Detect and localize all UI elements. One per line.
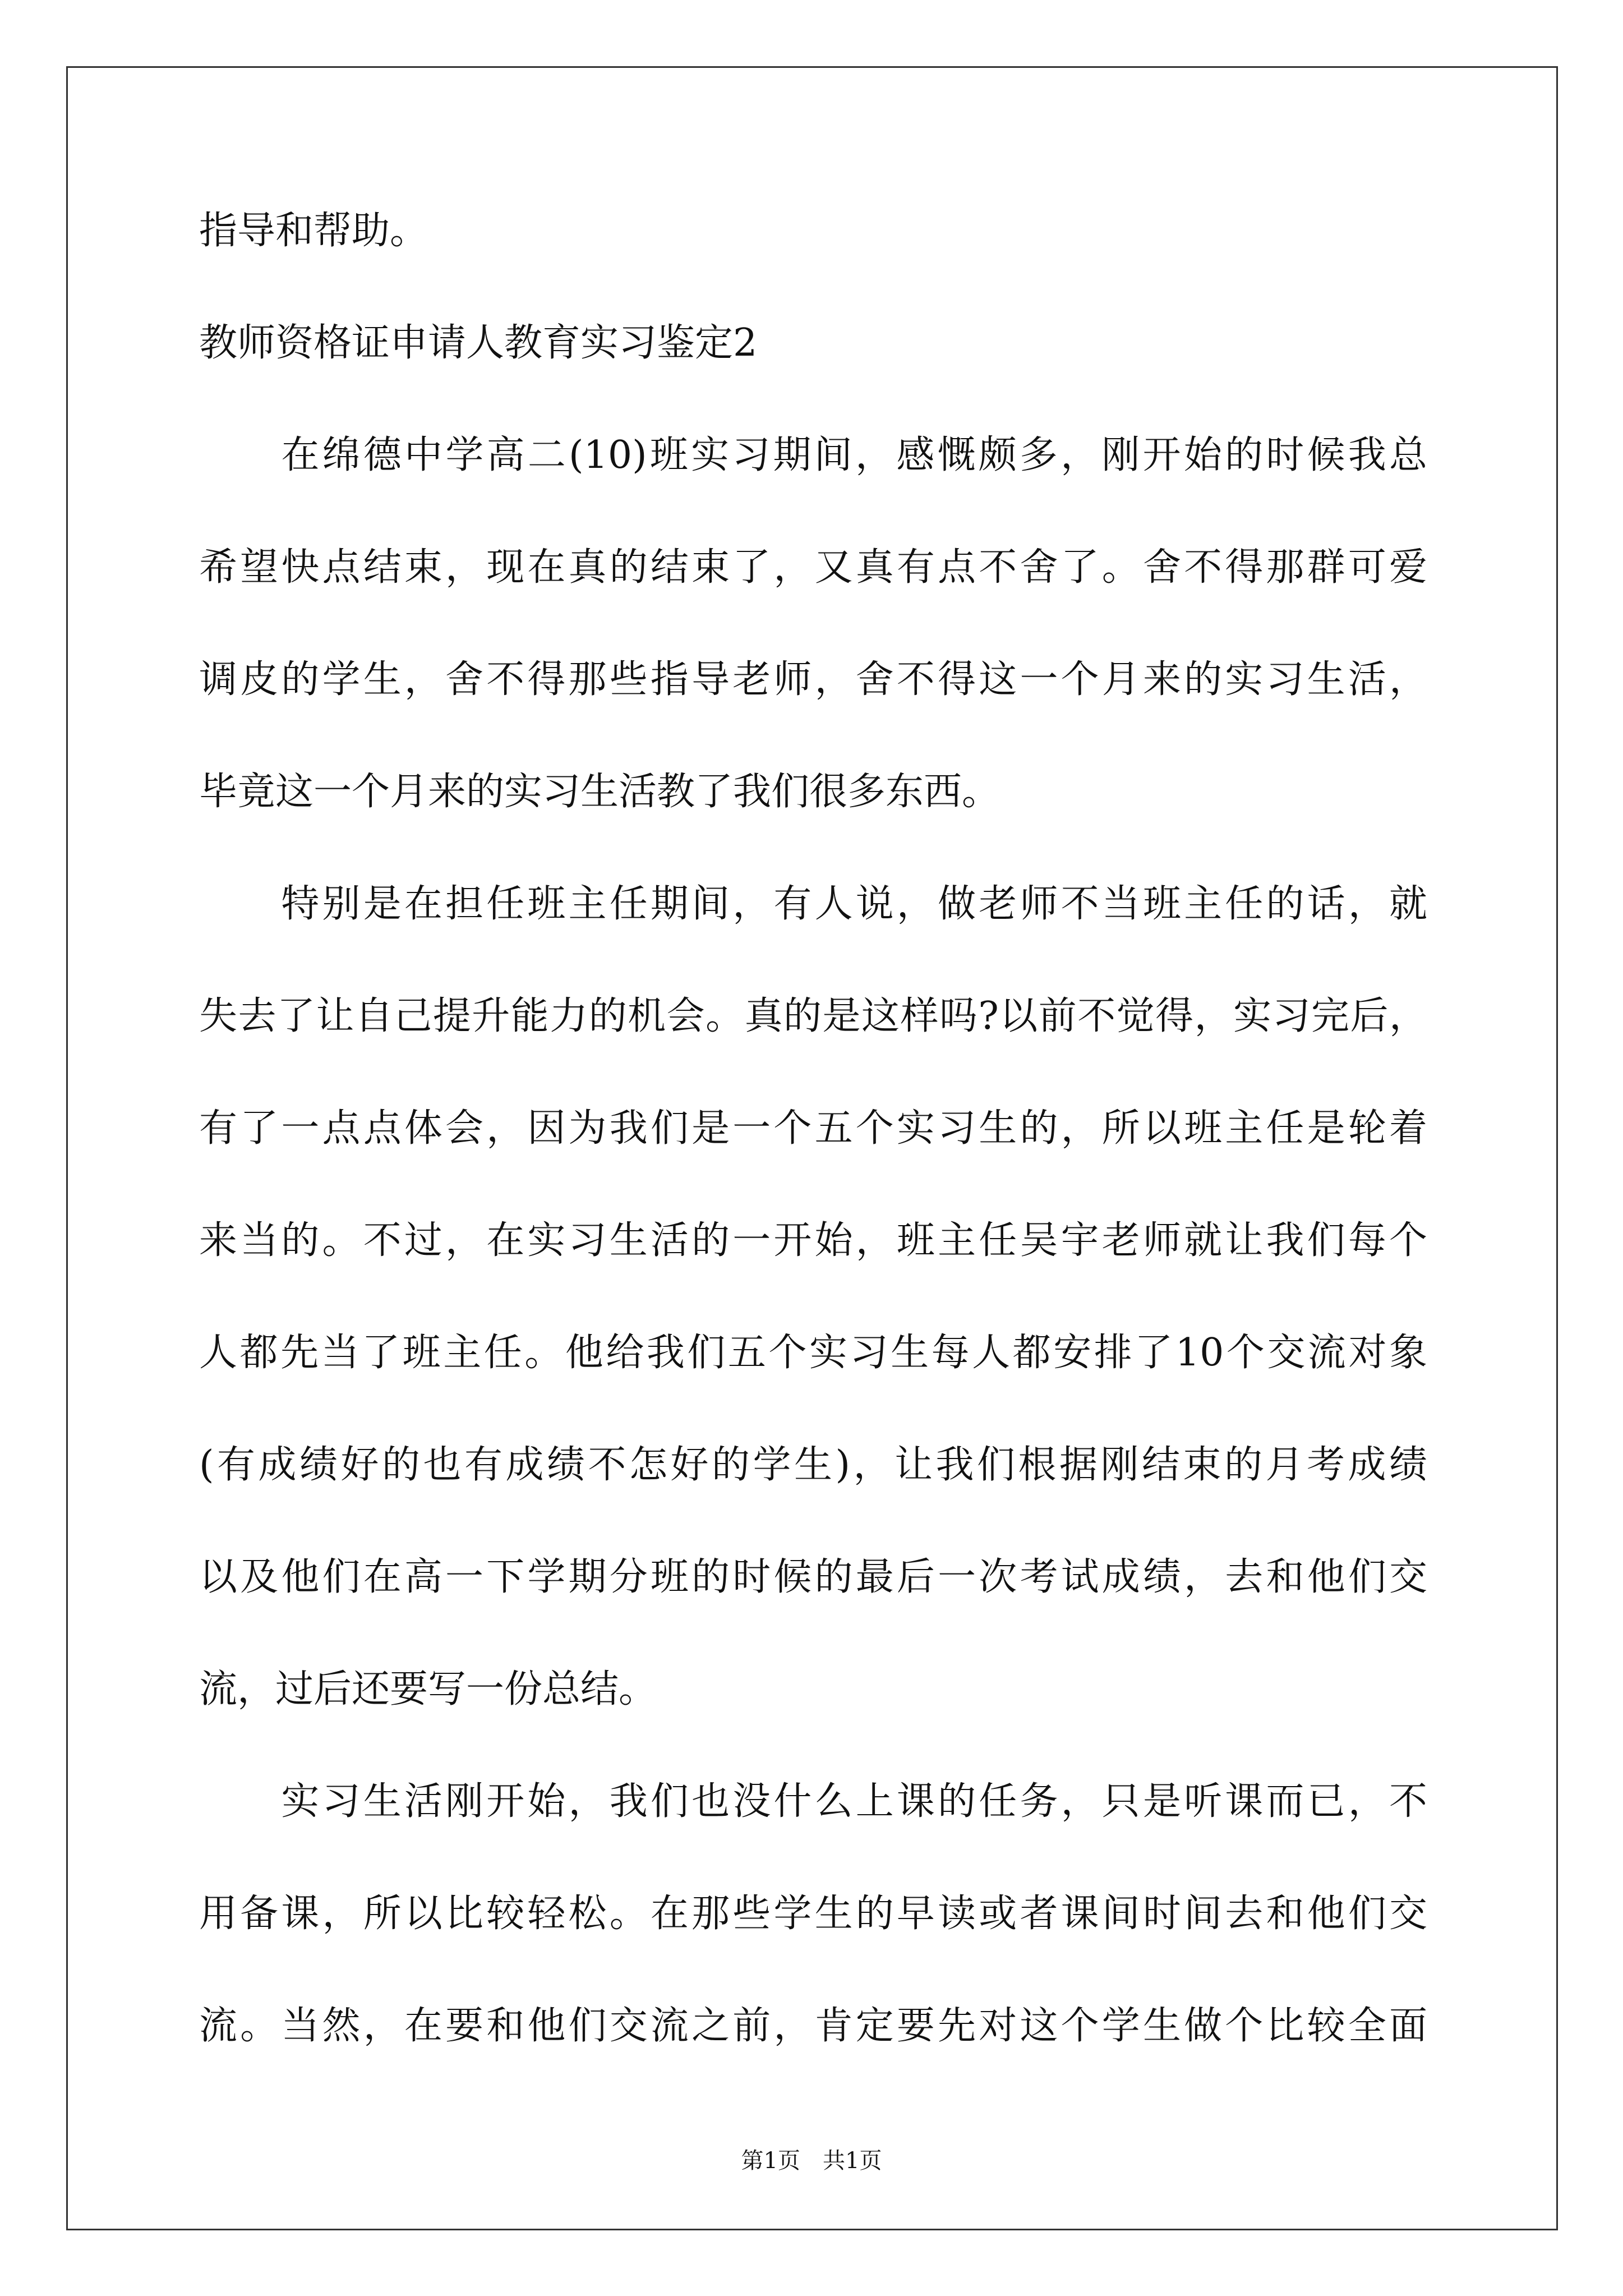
text-line: 失去了让自己提升能力的机会。真的是这样吗?以前不觉得，实习完后， [199, 994, 1427, 1038]
text-line: 特别是在担任班主任期间，有人说，做老师不当班主任的话，就 [199, 882, 1427, 926]
text-line: 毕竟这一个月来的实习生活教了我们很多东西。 [199, 770, 1000, 814]
text-line: 以及他们在高一下学期分班的时候的最后一次考试成绩，去和他们交 [199, 1555, 1427, 1599]
text-line: 人都先当了班主任。他给我们五个实习生每人都安排了10个交流对象 [199, 1331, 1427, 1375]
text-line: (有成绩好的也有成绩不怎好的学生)，让我们根据刚结束的月考成绩 [199, 1443, 1427, 1487]
text-line: 用备课，所以比较轻松。在那些学生的早读或者课间时间去和他们交 [199, 1892, 1427, 1936]
text-line: 希望快点结束，现在真的结束了，又真有点不舍了。舍不得那群可爱 [199, 545, 1427, 590]
text-line: 实习生活刚开始，我们也没什么上课的任务，只是听课而已，不 [199, 1779, 1427, 1824]
text-line: 指导和帮助。 [199, 209, 428, 253]
text-line: 调皮的学生，舍不得那些指导老师，舍不得这一个月来的实习生活， [199, 657, 1427, 702]
text-line: 流，过后还要写一份总结。 [199, 1667, 657, 1711]
section-heading: 教师资格证申请人教育实习鉴定2 [199, 321, 758, 365]
text-line: 来当的。不过，在实习生活的一开始，班主任吴宇老师就让我们每个 [199, 1218, 1427, 1263]
text-line: 在绵德中学高二(10)班实习期间，感慨颇多，刚开始的时候我总 [199, 433, 1427, 477]
page-footer: 第1页 共1页 [741, 2148, 882, 2174]
text-line: 流。当然，在要和他们交流之前，肯定要先对这个学生做个比较全面 [199, 2004, 1427, 2048]
text-line: 有了一点点体会，因为我们是一个五个实习生的，所以班主任是轮着 [199, 1106, 1427, 1151]
